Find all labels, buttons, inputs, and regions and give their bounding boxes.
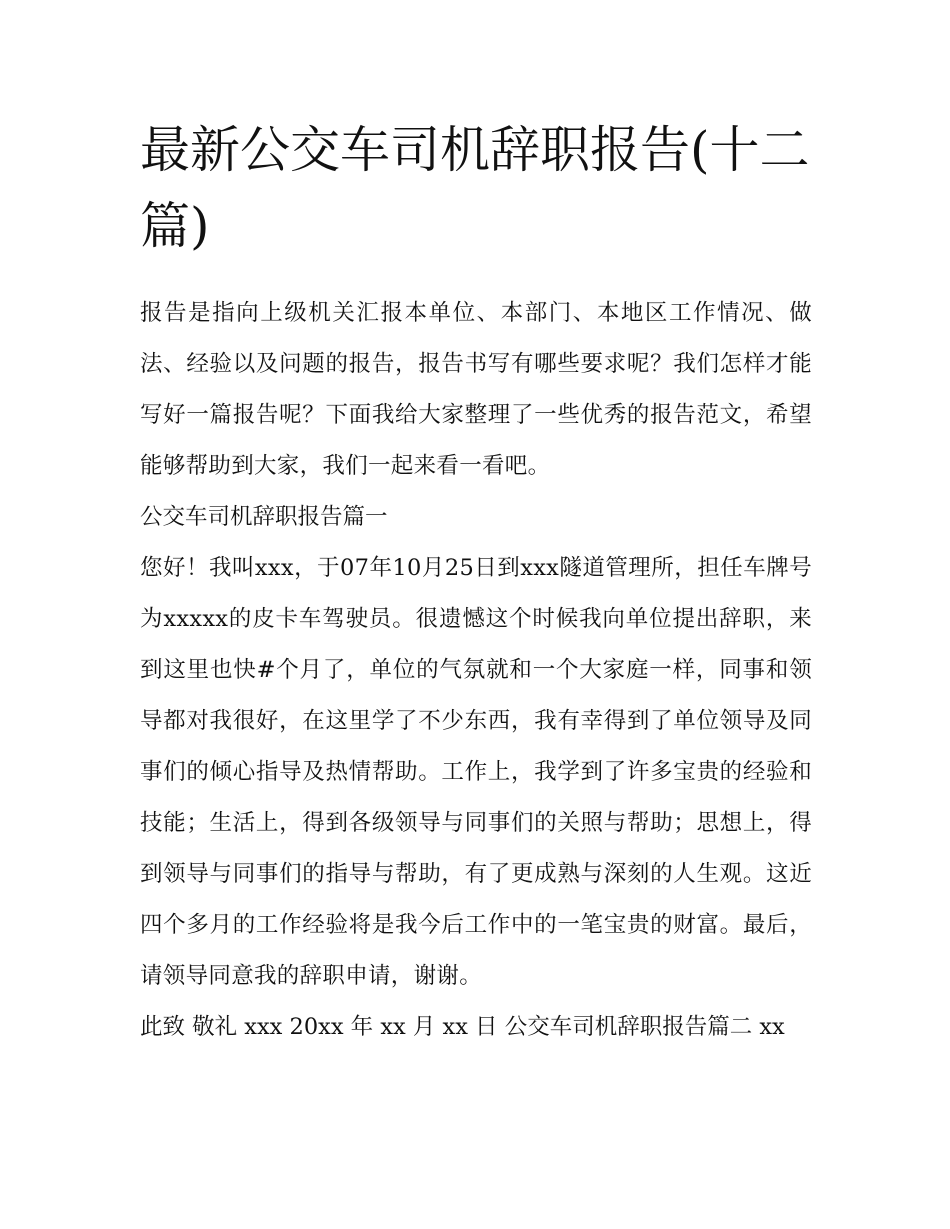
- section-body-1: 您好！我叫xxx，于07年10月25日到xxx隧道管理所，担任车牌号为xxxxx的皮卡车驾驶员。很遗憾这个时候我向单位提出辞职，来到这里也快#个月了，单位的气氛就和一个大家庭一样，同事和领导都对我很好，在这里学了不少东西，我有幸得到了单位领导及同事们的倾心指导及热情帮助。工作上，我学到了许多宝贵的经验和技能；生活上，得到各级领导与同事们的关照与帮助；思想上，得到领导与同事们的指导与帮助，有了更成熟与深刻的人生观。这近四个多月的工作经验将是我今后工作中的一笔宝贵的财富。最后，请领导同意我的辞职申请，谢谢。: [140, 555, 812, 989]
- intro-paragraph: 报告是指向上级机关汇报本单位、本部门、本地区工作情况、做法、经验以及问题的报告，报告书写有哪些要求呢？我们怎样才能写好一篇报告呢？下面我给大家整理了一些优秀的报告范文，希望能够帮助到大家，我们一起来看一看吧。: [140, 300, 812, 479]
- section-heading-1: 公交车司机辞职报告篇一: [140, 504, 388, 530]
- document-title: 最新公交车司机辞职报告(十二篇): [140, 121, 810, 255]
- document-content: [140, 112, 812, 1053]
- closing-line: 此致 敬礼 xxx 20xx 年 xx 月 xx 日 公交车司机辞职报告篇二 xx: [140, 1014, 785, 1040]
